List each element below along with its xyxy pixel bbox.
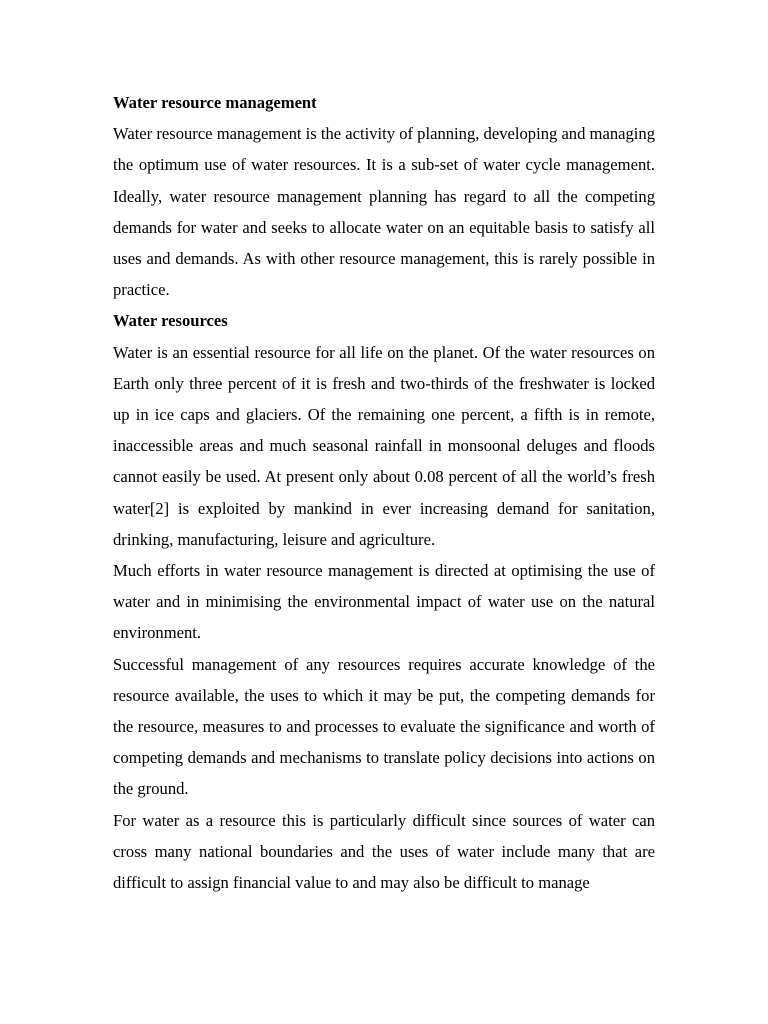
document-page <box>113 87 655 898</box>
paragraph: Much efforts in water resource management is directed at optimising the use of water and in minimising the environmental impact of water use on the natural environment. <box>113 561 655 643</box>
section-water-resources <box>113 305 655 898</box>
section-heading: Water resource management <box>113 93 317 112</box>
paragraph: Water resource management is the activity of planning, developing and managing the optimum use of water resources. It is a sub-set of water cycle management. Ideally, water resource management planning has regard to all the competing demands for water and seeks to allocate water on an equitable basis to satisfy all uses and demands. As with other resource management, this is rarely possible in practice. <box>113 124 655 300</box>
paragraph: For water as a resource this is particularly difficult since sources of water can cross many national boundaries and the uses of water include many that are difficult to assign financial value to and may also be difficult to manage <box>113 810 655 893</box>
paragraph: Successful management of any resources requires accurate knowledge of the resource available, the uses to which it may be put, the competing demands for the resource, measures to and processes to evaluate the significance and worth of competing demands and mechanisms to translate policy decisions into actions on the ground. <box>113 654 655 799</box>
section-heading: Water resources <box>113 311 228 331</box>
section-water-resource-management <box>113 87 655 305</box>
paragraph: Water is an essential resource for all life on the planet. Of the water resources on Earth only three percent of it is fresh and two-thirds of the freshwater is locked up in ice caps and glaciers. Of the remaining one percent, a fifth is in remote, inaccessible areas and much seasonal rainfall in monsoonal deluges and floods cannot easily be used. At present only about 0.08 percent of all the world’s fresh water[2] is exploited by mankind in ever increasing demand for sanitation, drinking, manufacturing, leisure and agriculture. <box>113 342 655 549</box>
